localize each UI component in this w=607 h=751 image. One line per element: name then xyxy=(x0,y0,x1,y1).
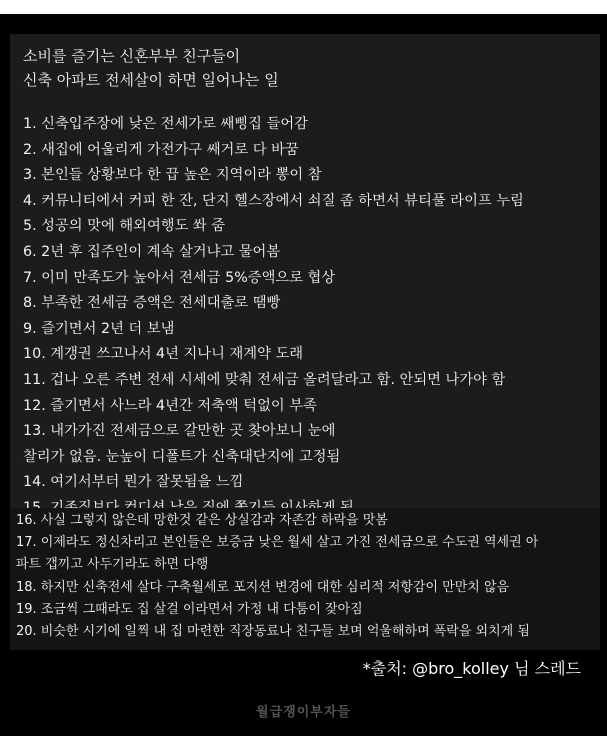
source-credit: *출처: @bro_kolley 님 스레드 xyxy=(362,659,581,678)
list-item: 5. 성공의 맛에 해외여행도 쏴 줌 xyxy=(23,218,226,235)
list-item: 파트 갭끼고 사두기라도 하면 다행 xyxy=(16,557,209,573)
list-item: 14. 여기서부터 뭔가 잘못됨을 느낌 xyxy=(23,474,244,491)
watermark-logo: 월급쟁이부자들 xyxy=(256,705,351,720)
list-item: 4. 커뮤니티에서 커피 한 잔, 단지 헬스장에서 쇠질 좀 하면서 뷰티풀 라이프 누림 xyxy=(23,192,524,209)
list-upper xyxy=(23,112,524,522)
list-item: 10. 계갱권 쓰고나서 4년 지나니 재계약 도래 xyxy=(23,346,304,363)
text-panel-lower xyxy=(10,508,600,650)
post-canvas xyxy=(0,14,607,736)
list-item: 9. 즐기면서 2년 더 보냄 xyxy=(23,320,175,337)
text-panel-upper xyxy=(10,34,600,526)
list-item: 13. 내가가진 전세금으로 갈만한 곳 찾아보니 눈에 xyxy=(23,423,336,440)
list-item: 18. 하지만 신축전세 살다 구축월세로 포지션 변경에 대한 심리적 저항감이 만만치 않음 xyxy=(16,579,510,595)
list-item: 20. 비슷한 시기에 일찍 내 집 마련한 직장동료나 친구들 보며 억울해하며 폭락을 외치게 됨 xyxy=(16,624,530,640)
list-item: 19. 조금씩 그때라도 집 살걸 이라면서 가정 내 다툼이 잦아짐 xyxy=(16,601,363,617)
list-item: 16. 사실 그렇지 않은데 망한것 같은 상실감과 자존감 하락을 맛봄 xyxy=(16,513,388,528)
list-item: 17. 이제라도 정신차리고 본인들은 보증금 낮은 월세 살고 가진 전세금으로 수도권 역세권 아 xyxy=(16,535,539,551)
list-item: 6. 2년 후 집주인이 계속 살거냐고 물어봄 xyxy=(23,243,281,260)
list-item: 1. 신축입주장에 낮은 전세가로 쌔삥집 들어감 xyxy=(23,116,308,132)
list-item: 11. 겁나 오른 주변 전세 시세에 맞춰 전세금 올려달라고 함. 안되면 나가야 함 xyxy=(23,371,506,388)
list-item: 2. 새집에 어울리게 가전가구 쌔거로 다 바꿈 xyxy=(23,141,299,158)
post-title xyxy=(23,44,279,92)
title-line: 소비를 즐기는 신혼부부 친구들이 xyxy=(23,47,241,65)
list-lower xyxy=(16,510,538,643)
title-line: 신축 아파트 전세살이 하면 일어나는 일 xyxy=(23,71,279,89)
list-item: 7. 이미 만족도가 높아서 전세금 5%증액으로 협상 xyxy=(23,269,336,286)
list-item: 찰리가 없음. 눈높이 디폴트가 신축대단지에 고정됨 xyxy=(23,448,341,465)
list-item: 12. 즐기면서 사느라 4년간 저축액 턱없이 부족 xyxy=(23,397,317,414)
list-item: 8. 부족한 전세금 증액은 전세대출로 땜빵 xyxy=(23,295,281,312)
list-item: 3. 본인들 상황보다 한 끕 높은 지역이라 뽕이 참 xyxy=(23,167,322,184)
